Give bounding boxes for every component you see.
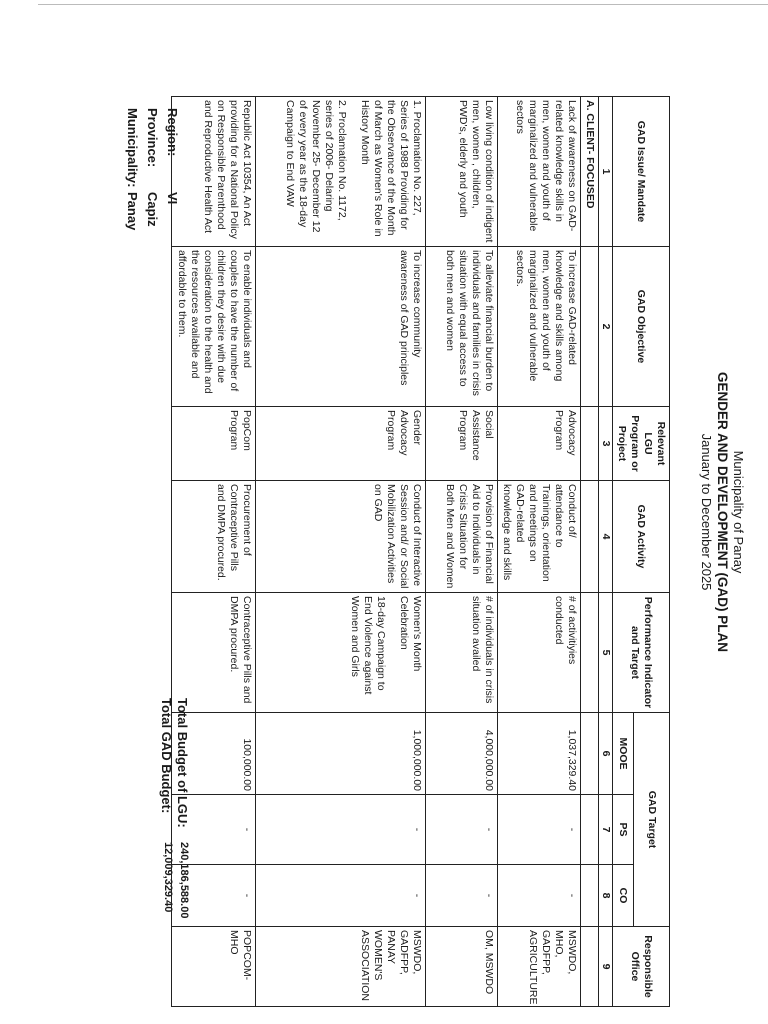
gad-budget-value: 12,009,329.40	[162, 842, 174, 913]
issue-cell: Low living condition of indigent men, women , children, PWD's, elderly and youth	[426, 97, 498, 247]
objective-cell: To alleviate financial burden to individuals and families in crisis situation with equal access to both men and women	[426, 247, 498, 407]
table-row	[256, 97, 426, 1007]
ps-cell: -	[172, 795, 256, 865]
indicator-cell: Contraceptive Pills and DMPA procured.	[172, 593, 256, 713]
ps-cell: -	[498, 795, 581, 865]
col-num: 2	[599, 247, 613, 407]
province-label: Province:	[145, 108, 160, 168]
issue-text: 1. Proclamation No. 227, Series of 1988 Providing for the Observance of the Month of March as Women's Role in History Month	[359, 100, 423, 237]
th-program: Relevant LGU Program or Project	[613, 407, 670, 481]
plan-title: GENDER AND DEVELOPMENT (GAD) PLAN	[715, 371, 730, 652]
activity-cell: Provision of Financial Aid to Individuals in Crisis Situation for Both Men and Women	[426, 481, 498, 593]
th-target: GAD Target	[634, 713, 670, 927]
program-cell: Advocacy Program	[498, 407, 581, 481]
objective-cell: To increase community awareness of GAD principles	[256, 247, 426, 407]
mooe-cell: 100,000.00	[172, 713, 256, 795]
th-objective: GAD Objective	[613, 247, 670, 407]
plan-period: January to December 2025	[699, 433, 714, 591]
col-num: 8	[599, 865, 613, 927]
th-issue: GAD Issue/ Mandate	[613, 97, 670, 247]
issue-cell	[256, 97, 426, 247]
objective-cell: To enable individuals and couples to have the number of children they desire with due consideration to the health and the resources available and affordable to them.	[172, 247, 256, 407]
municipality-value: Panay	[125, 192, 140, 231]
municipality-heading: Municipality of Panay	[731, 450, 746, 574]
ps-cell: -	[426, 795, 498, 865]
lgu-budget-value: 240,186,588.00	[178, 842, 190, 919]
program-cell: Social Assistance Program	[426, 407, 498, 481]
col-num: 1	[599, 97, 613, 247]
table-row	[172, 97, 256, 1007]
mooe-cell: 1,037,329.40	[498, 713, 581, 795]
col-num: 5	[599, 593, 613, 713]
program-cell: Gender Advocacy Program	[256, 407, 426, 481]
indicator-cell: # of individuals in crisis situation availed	[426, 593, 498, 713]
office-cell: MSWDO, GADFPP, PANAY WOMEN'S ASSOCIATION	[256, 927, 426, 1007]
col-num: 6	[599, 713, 613, 795]
issue-text-2: 2. Proclamation No. 1172, series of 2006- Delaring November 25- December 12 of every year as the 18-day Campaign to End VAW	[284, 100, 348, 233]
co-cell: -	[498, 865, 581, 927]
section-label: A. CLIENT- FOCUSED	[581, 97, 599, 247]
column-number-row	[599, 97, 613, 1007]
issue-cell: Lack of awareness on GAD-related knowledge skills in men, women and youth of marginalized and vulnerable sectors	[498, 97, 581, 247]
indicator-cell: # of activitiyies conducted	[498, 593, 581, 713]
region-label: Region:	[165, 108, 180, 157]
col-num: 9	[599, 927, 613, 1007]
office-cell: POPCOM- MHO	[172, 927, 256, 1007]
gad-plan-main-table	[171, 96, 670, 1007]
gad-budget-label: Total GAD Budget:	[159, 698, 174, 814]
th-office: Responsible Office	[613, 927, 670, 1007]
col-num: 3	[599, 407, 613, 481]
table-row	[426, 97, 498, 1007]
lgu-budget-label: Total Budget of LGU:	[175, 698, 190, 828]
th-activity: GAD Activity	[613, 481, 670, 593]
co-cell: -	[172, 865, 256, 927]
indicator-text-2: 18-day Campaign to End Violence against Women and Girls	[349, 596, 387, 695]
col-num: 4	[599, 481, 613, 593]
co-cell: -	[426, 865, 498, 927]
mooe-cell: 4,000,000.00	[426, 713, 498, 795]
municipality-label: Municipality:	[125, 108, 140, 188]
province-value: Capiz	[145, 192, 160, 227]
indicator-cell	[256, 593, 426, 713]
th-indicator: Performance Indicator and Target	[613, 593, 670, 713]
co-cell: -	[256, 865, 426, 927]
indicator-text: Women's Month Celebration	[398, 596, 423, 672]
th-co: CO	[613, 865, 634, 927]
th-mooe: MOOE	[613, 713, 634, 795]
program-cell: PopCom Program	[172, 407, 256, 481]
col-num: 7	[599, 795, 613, 865]
table-row	[498, 97, 581, 1007]
ps-cell: -	[256, 795, 426, 865]
activity-cell: Conduct of/ attendance to Trainings, orientation and meetings on GAD-related knowledge and skills	[498, 481, 581, 593]
region-value: VI	[165, 192, 180, 205]
activity-cell: Conduct of Interactive Session and/ or Social Mobilization Activities on GAD	[256, 481, 426, 593]
office-cell: MSWDO, MHO, GADFPP, AGRICULTURE	[498, 927, 581, 1007]
issue-cell: Republic Act 10354, An Act providing for a National Policy on Responsible Parenthood and Reproductive Health Act	[172, 97, 256, 247]
mooe-cell: 1,000,000.00	[256, 713, 426, 795]
objective-cell: To increase GAD-related knowledge and skills among men, women and youth of marginalized and vulnerable sectors.	[498, 247, 581, 407]
th-ps: PS	[613, 795, 634, 865]
section-row	[581, 97, 599, 1007]
office-cell: OM, MSWDO	[426, 927, 498, 1007]
activity-cell: Procurement of Contraceptive Pills and DMPA procured.	[172, 481, 256, 593]
